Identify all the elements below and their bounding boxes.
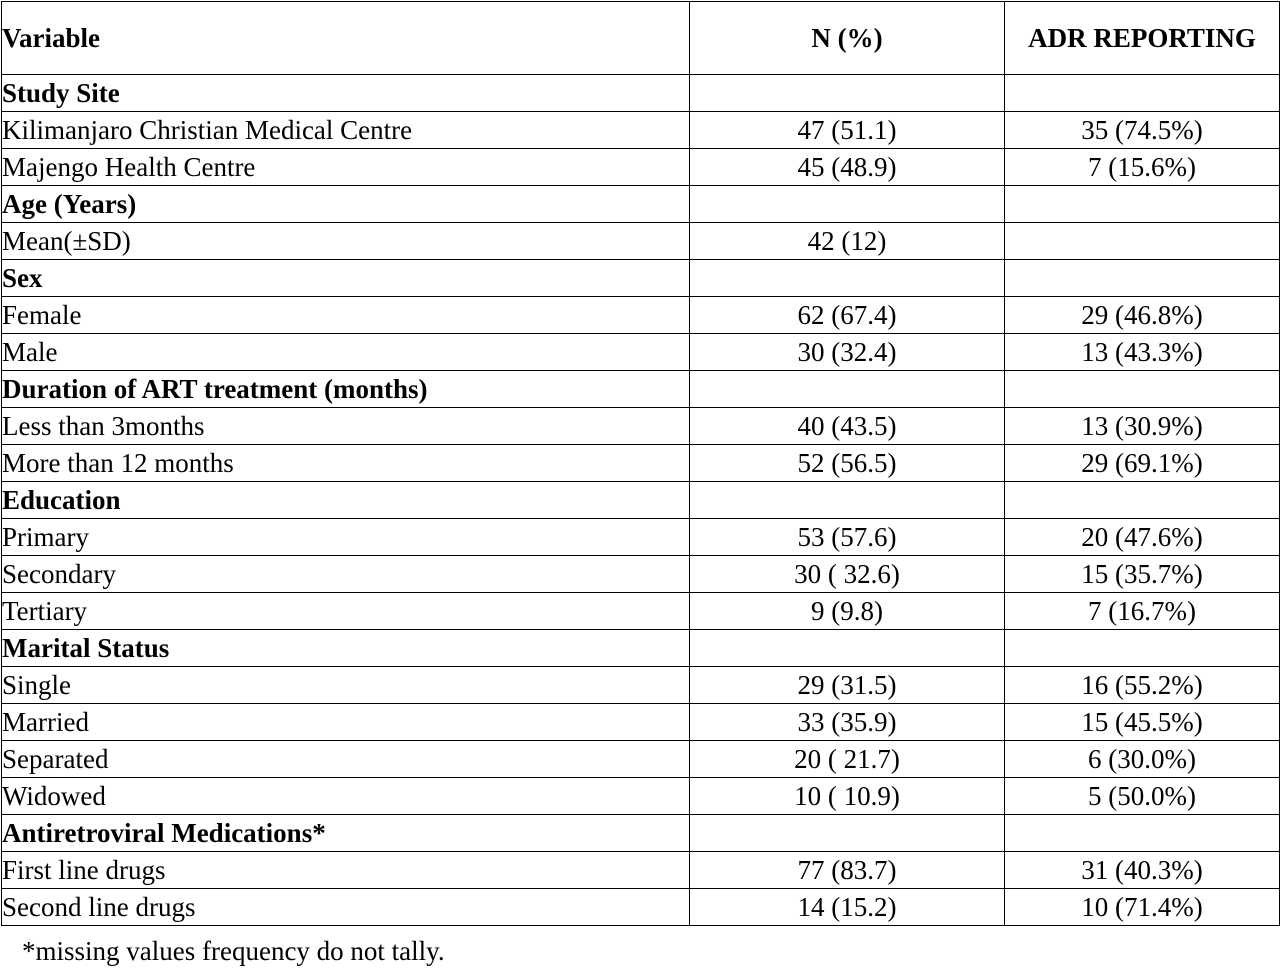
table-row bbox=[2, 556, 1280, 593]
section-title: Study Site bbox=[2, 75, 690, 112]
table-row bbox=[2, 149, 1280, 186]
table-row bbox=[2, 223, 1280, 260]
row-label: Majengo Health Centre bbox=[2, 149, 690, 186]
empty-cell bbox=[690, 371, 1005, 408]
adr-reporting-cell: 6 (30.0%) bbox=[1005, 741, 1280, 778]
row-label: Kilimanjaro Christian Medical Centre bbox=[2, 112, 690, 149]
section-row bbox=[2, 371, 1280, 408]
header-row bbox=[2, 2, 1280, 75]
section-title: Duration of ART treatment (months) bbox=[2, 371, 690, 408]
n-percent-cell: 14 (15.2) bbox=[690, 889, 1005, 926]
adr-reporting-cell: 15 (35.7%) bbox=[1005, 556, 1280, 593]
row-label: Male bbox=[2, 334, 690, 371]
adr-reporting-cell: 13 (30.9%) bbox=[1005, 408, 1280, 445]
adr-reporting-cell: 15 (45.5%) bbox=[1005, 704, 1280, 741]
header-n-percent: N (%) bbox=[690, 2, 1005, 75]
table-row bbox=[2, 667, 1280, 704]
empty-cell bbox=[690, 260, 1005, 297]
section-title: Age (Years) bbox=[2, 186, 690, 223]
empty-cell bbox=[1005, 482, 1280, 519]
section-title: Sex bbox=[2, 260, 690, 297]
n-percent-cell: 47 (51.1) bbox=[690, 112, 1005, 149]
empty-cell bbox=[1005, 630, 1280, 667]
empty-cell bbox=[690, 815, 1005, 852]
section-row bbox=[2, 260, 1280, 297]
table-row bbox=[2, 593, 1280, 630]
adr-reporting-cell: 7 (15.6%) bbox=[1005, 149, 1280, 186]
section-row bbox=[2, 75, 1280, 112]
section-row bbox=[2, 815, 1280, 852]
empty-cell bbox=[1005, 260, 1280, 297]
header-adr-reporting: ADR REPORTING bbox=[1005, 2, 1280, 75]
row-label: Tertiary bbox=[2, 593, 690, 630]
table-body bbox=[2, 75, 1280, 926]
row-label: Mean(±SD) bbox=[2, 223, 690, 260]
row-label: First line drugs bbox=[2, 852, 690, 889]
empty-cell bbox=[1005, 371, 1280, 408]
n-percent-cell: 29 (31.5) bbox=[690, 667, 1005, 704]
empty-cell bbox=[690, 75, 1005, 112]
adr-reporting-cell: 16 (55.2%) bbox=[1005, 667, 1280, 704]
n-percent-cell: 30 (32.4) bbox=[690, 334, 1005, 371]
adr-reporting-cell: 29 (46.8%) bbox=[1005, 297, 1280, 334]
n-percent-cell: 20 ( 21.7) bbox=[690, 741, 1005, 778]
demographics-table bbox=[1, 1, 1280, 926]
row-label: Second line drugs bbox=[2, 889, 690, 926]
adr-reporting-cell: 5 (50.0%) bbox=[1005, 778, 1280, 815]
table-row bbox=[2, 704, 1280, 741]
section-row bbox=[2, 482, 1280, 519]
adr-reporting-cell: 7 (16.7%) bbox=[1005, 593, 1280, 630]
table-row bbox=[2, 334, 1280, 371]
row-label: Married bbox=[2, 704, 690, 741]
table-row bbox=[2, 297, 1280, 334]
n-percent-cell: 42 (12) bbox=[690, 223, 1005, 260]
empty-cell bbox=[1005, 75, 1280, 112]
n-percent-cell: 53 (57.6) bbox=[690, 519, 1005, 556]
n-percent-cell: 10 ( 10.9) bbox=[690, 778, 1005, 815]
table-row bbox=[2, 778, 1280, 815]
section-title: Education bbox=[2, 482, 690, 519]
adr-reporting-cell: 13 (43.3%) bbox=[1005, 334, 1280, 371]
row-label: Secondary bbox=[2, 556, 690, 593]
empty-cell bbox=[690, 186, 1005, 223]
row-label: More than 12 months bbox=[2, 445, 690, 482]
adr-reporting-cell bbox=[1005, 223, 1280, 260]
adr-reporting-cell: 35 (74.5%) bbox=[1005, 112, 1280, 149]
table-row bbox=[2, 519, 1280, 556]
row-label: Single bbox=[2, 667, 690, 704]
table-footnote: *missing values frequency do not tally. bbox=[22, 936, 445, 966]
table-row bbox=[2, 445, 1280, 482]
table-row bbox=[2, 408, 1280, 445]
n-percent-cell: 52 (56.5) bbox=[690, 445, 1005, 482]
n-percent-cell: 40 (43.5) bbox=[690, 408, 1005, 445]
row-label: Less than 3months bbox=[2, 408, 690, 445]
section-title: Antiretroviral Medications* bbox=[2, 815, 690, 852]
table-row bbox=[2, 112, 1280, 149]
row-label: Separated bbox=[2, 741, 690, 778]
n-percent-cell: 77 (83.7) bbox=[690, 852, 1005, 889]
row-label: Female bbox=[2, 297, 690, 334]
adr-reporting-cell: 29 (69.1%) bbox=[1005, 445, 1280, 482]
n-percent-cell: 9 (9.8) bbox=[690, 593, 1005, 630]
table-row bbox=[2, 889, 1280, 926]
n-percent-cell: 45 (48.9) bbox=[690, 149, 1005, 186]
adr-reporting-cell: 31 (40.3%) bbox=[1005, 852, 1280, 889]
empty-cell bbox=[690, 482, 1005, 519]
empty-cell bbox=[1005, 186, 1280, 223]
empty-cell bbox=[1005, 815, 1280, 852]
header-variable: Variable bbox=[2, 2, 690, 75]
n-percent-cell: 33 (35.9) bbox=[690, 704, 1005, 741]
n-percent-cell: 62 (67.4) bbox=[690, 297, 1005, 334]
table-row bbox=[2, 741, 1280, 778]
section-title: Marital Status bbox=[2, 630, 690, 667]
section-row bbox=[2, 186, 1280, 223]
n-percent-cell: 30 ( 32.6) bbox=[690, 556, 1005, 593]
row-label: Primary bbox=[2, 519, 690, 556]
section-row bbox=[2, 630, 1280, 667]
adr-reporting-cell: 10 (71.4%) bbox=[1005, 889, 1280, 926]
row-label: Widowed bbox=[2, 778, 690, 815]
table-row bbox=[2, 852, 1280, 889]
adr-reporting-cell: 20 (47.6%) bbox=[1005, 519, 1280, 556]
empty-cell bbox=[690, 630, 1005, 667]
